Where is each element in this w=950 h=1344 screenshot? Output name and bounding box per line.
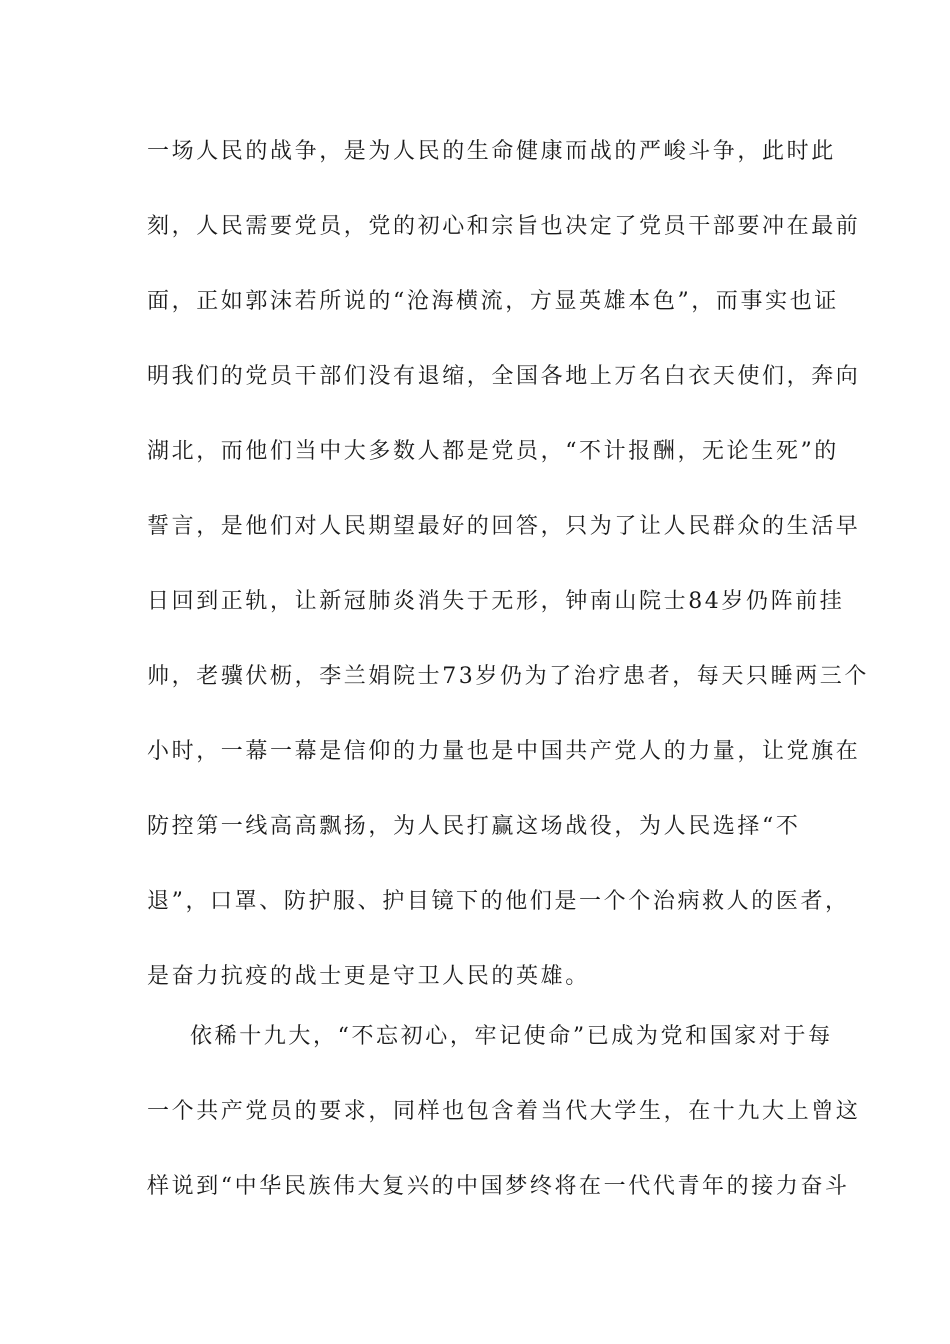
text-line: 退”，口罩、防护服、护目镜下的他们是一个个治病救人的医者， xyxy=(147,889,850,914)
text-line: 防控第一线高高飘扬，为人民打赢这场战役，为人民选择“不 xyxy=(147,814,801,839)
text-line: 一个共产党员的要求，同样也包含着当代大学生，在十九大上曾这 xyxy=(147,1099,861,1124)
text-line: 小时，一幕一幕是信仰的力量也是中国共产党人的力量，让党旗在 xyxy=(147,739,861,764)
text-line: 刻，人民需要党员，党的初心和宗旨也决定了党员干部要冲在最前 xyxy=(147,214,861,239)
text-line: 一场人民的战争，是为人民的生命健康而战的严峻斗争，此时此 xyxy=(147,139,836,164)
text-line: 帅，老骥伏枥，李兰娟院士73岁仍为了治疗患者，每天只睡两三个 xyxy=(147,664,869,689)
text-line: 是奋力抗疫的战士更是守卫人民的英雄。 xyxy=(147,964,590,989)
text-line: 日回到正轨，让新冠肺炎消失于无形，钟南山院士84岁仍阵前挂 xyxy=(147,589,845,614)
paragraph-first-line: 依稀十九大，“不忘初心，牢记使命”已成为党和国家对于每 xyxy=(190,1024,833,1049)
text-line: 誓言，是他们对人民期望最好的回答，只为了让人民群众的生活早 xyxy=(147,514,861,539)
text-line: 样说到“中华民族伟大复兴的中国梦终将在一代代青年的接力奋斗 xyxy=(147,1174,850,1199)
text-line: 面，正如郭沫若所说的“沧海横流，方显英雄本色”，而事实也证 xyxy=(147,289,839,314)
text-line: 明我们的党员干部们没有退缩，全国各地上万名白衣天使们，奔向 xyxy=(147,364,861,389)
text-line: 湖北，而他们当中大多数人都是党员，“不计报酬，无论生死”的 xyxy=(147,439,839,464)
